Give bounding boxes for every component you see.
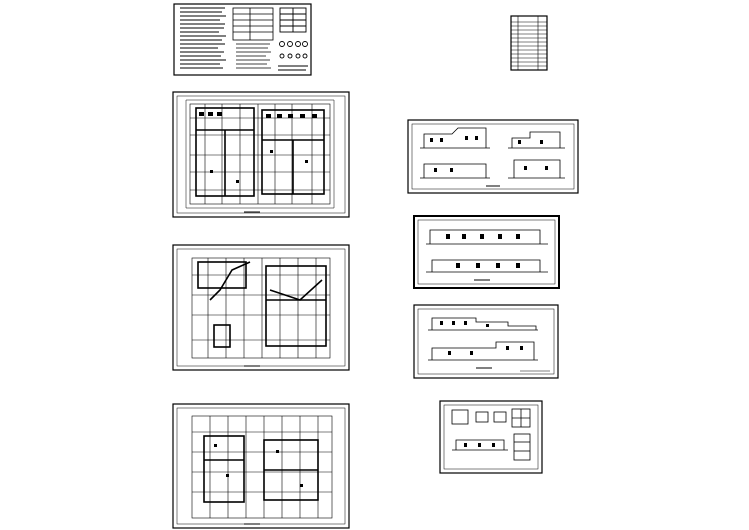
- elevation-sheet-1: [408, 120, 578, 193]
- drawing-index-table: [511, 16, 547, 70]
- details-sheet: [440, 401, 542, 473]
- general-notes-sheet: [174, 4, 311, 75]
- elevation-sheet-3: [414, 305, 558, 378]
- elevation-sheet-2: [414, 216, 559, 288]
- floor-plan-sheet-2: [173, 245, 349, 370]
- floor-plan-sheet-1: [173, 92, 349, 217]
- floor-plan-sheet-3: [173, 404, 349, 528]
